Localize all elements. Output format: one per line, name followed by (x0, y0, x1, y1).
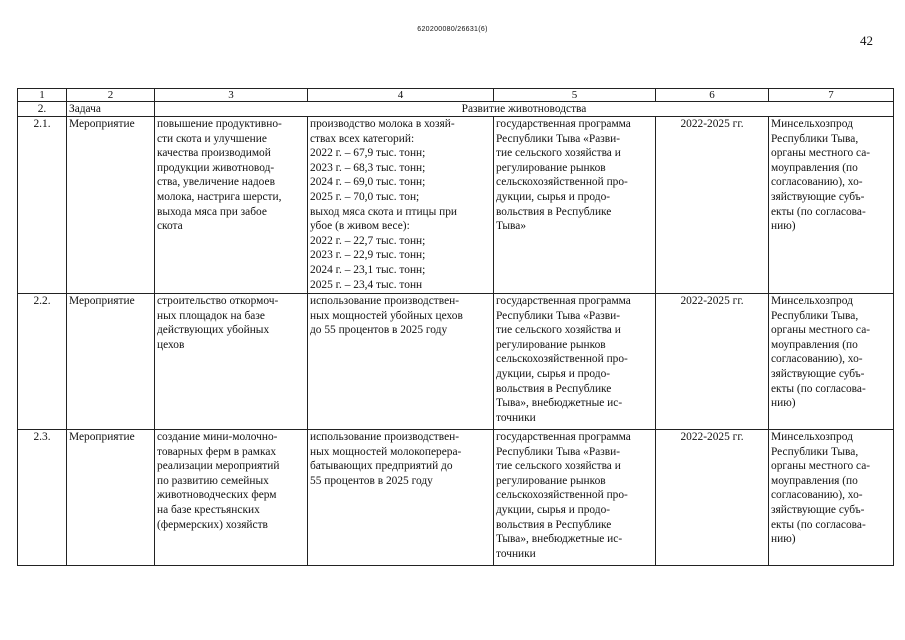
cell-line: Минсельхозпрод (771, 118, 853, 130)
indicators-cell (308, 294, 494, 430)
term-cell: 2022-2025 гг. (656, 430, 769, 566)
cell-line: 2022 г. – 67,9 тыс. тонн; (310, 147, 426, 160)
program-cell (494, 294, 656, 430)
cell-line: продукции животновод- (157, 161, 275, 174)
cell-line: регулирование рынков (496, 338, 606, 351)
column-number: 6 (656, 89, 769, 102)
row-number: 2.1. (18, 117, 67, 294)
cell-line: цехов (157, 338, 185, 351)
cell-line: зяйствующие субъ- (771, 190, 865, 203)
document-id: 620200080/26631(6) (417, 26, 488, 33)
cell-line: создание мини-молочно- (157, 431, 278, 443)
cell-line: скота (157, 220, 183, 233)
cell-line: Республики Тыва «Разви- (496, 309, 621, 322)
table-row (18, 430, 894, 566)
task-number: 2. (18, 102, 67, 117)
cell-line: ствах всех категорий: (310, 132, 415, 145)
cell-line: Республики Тыва, (771, 132, 859, 145)
cell-line: согласованию), хо- (771, 353, 863, 366)
cell-line: екты (по согласова- (771, 205, 866, 218)
task-label: Задача (67, 102, 155, 117)
row-type: Мероприятие (67, 294, 155, 430)
indicators-cell (308, 430, 494, 566)
cell-line: 2025 г. – 23,4 тыс. тонн (310, 278, 423, 291)
cell-line: согласованию), хо- (771, 176, 863, 189)
cell-line: по развитию семейных (157, 474, 269, 487)
cell-line: 2024 г. – 69,0 тыс. тонн; (310, 176, 426, 189)
cell-line: повышение продуктивно- (157, 118, 282, 130)
cell-line: использование производствен- (310, 431, 460, 443)
cell-line: Республики Тыва, (771, 309, 859, 322)
cell-line: государственная программа (496, 431, 631, 443)
task-title: Развитие животноводства (155, 102, 894, 117)
cell-line: моуправления (по (771, 338, 858, 351)
cell-line: выхода мяса при забое (157, 205, 267, 218)
cell-line: зяйствующие субъ- (771, 503, 865, 516)
cell-line: молока, настрига шерсти, (157, 190, 282, 203)
cell-line: ства, увеличение надоев (157, 176, 275, 189)
cell-line: тие сельского хозяйства и (496, 147, 621, 160)
term-cell: 2022-2025 гг. (656, 117, 769, 294)
cell-line: сельскохозяйственной про- (496, 176, 628, 189)
cell-line: убое (в живом весе): (310, 220, 410, 233)
term-cell: 2022-2025 гг. (656, 294, 769, 430)
cell-line: Тыва», внебюджетные ис- (496, 397, 623, 410)
cell-line: сти скота и улучшение (157, 132, 267, 145)
column-number: 1 (18, 89, 67, 102)
cell-line: государственная программа (496, 118, 631, 130)
cell-line: производство молока в хозяй- (310, 118, 455, 130)
cell-line: екты (по согласова- (771, 382, 866, 395)
cell-line: использование производствен- (310, 295, 460, 307)
program-cell (494, 117, 656, 294)
cell-line: ных мощностей убойных цехов (310, 309, 463, 322)
cell-line: ных мощностей молокоперера- (310, 445, 462, 458)
row-number: 2.3. (18, 430, 67, 566)
cell-line: 2023 г. – 22,9 тыс. тонн; (310, 249, 426, 262)
cell-line: екты (по согласова- (771, 518, 866, 531)
cell-line: 2023 г. – 68,3 тыс. тонн; (310, 161, 426, 174)
cell-line: животноводческих ферм (157, 489, 277, 502)
cell-line: действующих убойных (157, 324, 270, 337)
page-number: 42 (860, 33, 873, 48)
cell-line: государственная программа (496, 295, 631, 307)
cell-line: строительство откормоч- (157, 295, 279, 307)
cell-line: органы местного са- (771, 147, 871, 160)
column-number: 3 (155, 89, 308, 102)
cell-line: нию) (771, 533, 796, 546)
cell-line: моуправления (по (771, 474, 858, 487)
cell-line: 2024 г. – 23,1 тыс. тонн; (310, 263, 426, 276)
table-row (18, 117, 894, 294)
cell-line: реализации мероприятий (157, 460, 280, 473)
cell-line: Республики Тыва «Разви- (496, 445, 621, 458)
cell-line: 2022 г. – 22,7 тыс. тонн; (310, 234, 426, 247)
cell-line: товарных ферм в рамках (157, 445, 277, 458)
cell-line: дукции, сырья и продо- (496, 190, 611, 203)
cell-line: дукции, сырья и продо- (496, 503, 611, 516)
cell-line: на базе крестьянских (157, 503, 260, 516)
row-type: Мероприятие (67, 430, 155, 566)
cell-line: точники (496, 547, 536, 560)
cell-line: нию) (771, 397, 796, 410)
column-number: 7 (769, 89, 894, 102)
cell-line: батывающих предприятий до (310, 460, 453, 473)
cell-line: моуправления (по (771, 161, 858, 174)
cell-line: Тыва» (496, 220, 527, 233)
cell-line: ных площадок на базе (157, 309, 265, 322)
executors-cell (769, 430, 894, 566)
cell-line: Тыва», внебюджетные ис- (496, 533, 623, 546)
cell-line: вольствия в Республике (496, 382, 612, 395)
activity-cell (155, 117, 308, 294)
indicators-cell (308, 117, 494, 294)
cell-line: тие сельского хозяйства и (496, 460, 621, 473)
cell-line: органы местного са- (771, 460, 871, 473)
cell-line: Минсельхозпрод (771, 295, 853, 307)
program-cell (494, 430, 656, 566)
cell-line: качества производимой (157, 147, 271, 160)
cell-line: (фермерских) хозяйств (157, 518, 268, 531)
activity-cell (155, 430, 308, 566)
column-number-row (18, 89, 894, 102)
cell-line: точники (496, 411, 536, 424)
cell-line: тие сельского хозяйства и (496, 324, 621, 337)
cell-line: вольствия в Республике (496, 518, 612, 531)
cell-line: выход мяса скота и птицы при (310, 205, 458, 218)
cell-line: 2025 г. – 70,0 тыс. тон; (310, 190, 420, 203)
executors-cell (769, 294, 894, 430)
cell-line: сельскохозяйственной про- (496, 353, 628, 366)
cell-line: до 55 процентов в 2025 году (310, 324, 448, 337)
table-row (18, 294, 894, 430)
cell-line: 55 процентов в 2025 году (310, 474, 433, 487)
cell-line: Республики Тыва, (771, 445, 859, 458)
column-number: 4 (308, 89, 494, 102)
cell-line: органы местного са- (771, 324, 871, 337)
cell-line: вольствия в Республике (496, 205, 612, 218)
cell-line: согласованию), хо- (771, 489, 863, 502)
executors-cell (769, 117, 894, 294)
row-type: Мероприятие (67, 117, 155, 294)
activity-cell (155, 294, 308, 430)
row-number: 2.2. (18, 294, 67, 430)
cell-line: дукции, сырья и продо- (496, 367, 611, 380)
task-row (18, 102, 894, 117)
cell-line: Минсельхозпрод (771, 431, 853, 443)
cell-line: нию) (771, 220, 796, 233)
column-number: 2 (67, 89, 155, 102)
cell-line: сельскохозяйственной про- (496, 489, 628, 502)
column-number: 5 (494, 89, 656, 102)
cell-line: зяйствующие субъ- (771, 367, 865, 380)
cell-line: Республики Тыва «Разви- (496, 132, 621, 145)
cell-line: регулирование рынков (496, 474, 606, 487)
cell-line: регулирование рынков (496, 161, 606, 174)
measures-table (17, 88, 894, 566)
